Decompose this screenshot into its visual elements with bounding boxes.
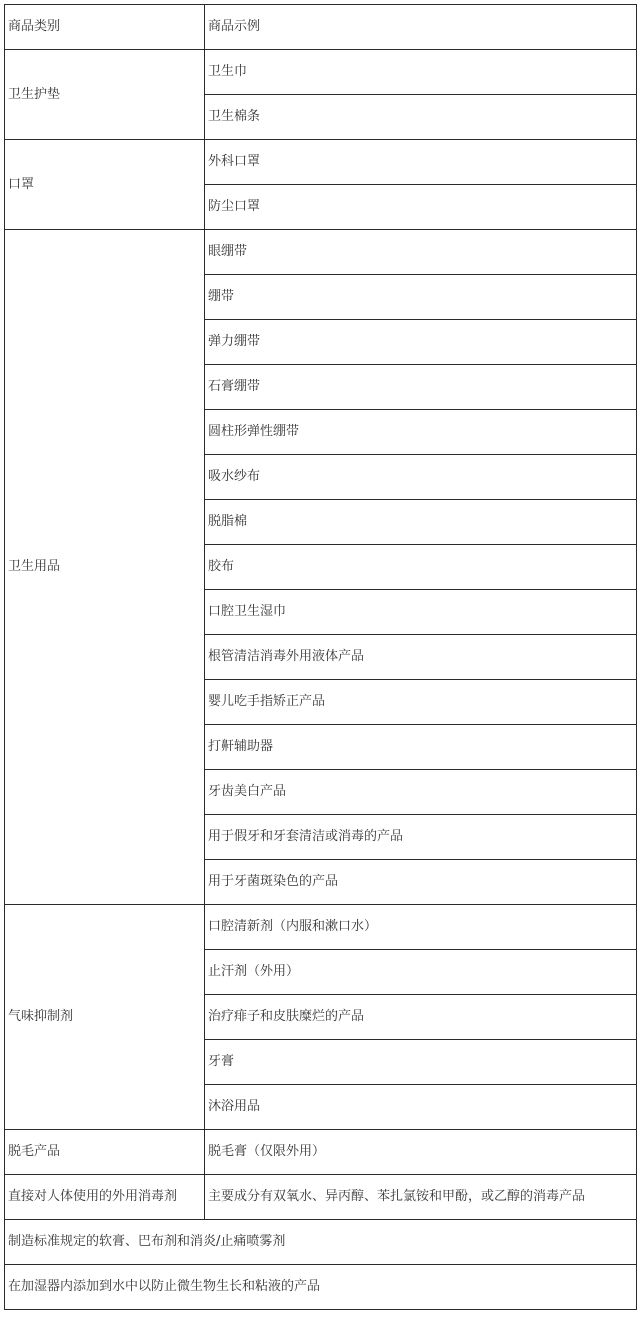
example-cell: 用于牙菌斑染色的产品 (205, 860, 637, 905)
header-examples-cell: 商品示例 (205, 5, 637, 50)
example-cell: 石膏绷带 (205, 365, 637, 410)
goods-table (4, 4, 637, 1310)
example-cell: 眼绷带 (205, 230, 637, 275)
example-cell: 弹力绷带 (205, 320, 637, 365)
example-cell: 打鼾辅助器 (205, 725, 637, 770)
example-cell: 卫生棉条 (205, 95, 637, 140)
example-cell: 止汗剂（外用） (205, 950, 637, 995)
example-cell: 婴儿吃手指矫正产品 (205, 680, 637, 725)
example-cell: 吸水纱布 (205, 455, 637, 500)
example-cell: 绷带 (205, 275, 637, 320)
example-cell: 牙膏 (205, 1040, 637, 1085)
header-category-cell: 商品类别 (5, 5, 205, 50)
category-cell: 卫生用品 (5, 230, 205, 905)
category-cell: 卫生护垫 (5, 50, 205, 140)
example-cell: 脱毛膏（仅限外用） (205, 1130, 637, 1175)
example-cell: 防尘口罩 (205, 185, 637, 230)
table-row (5, 1175, 637, 1220)
example-cell: 脱脂棉 (205, 500, 637, 545)
example-cell: 口腔清新剂（内服和漱口水） (205, 905, 637, 950)
full-width-cell: 制造标准规定的软膏、巴布剂和消炎/止痛喷雾剂 (5, 1220, 637, 1265)
table-row (5, 230, 637, 275)
example-cell: 卫生巾 (205, 50, 637, 95)
table-row (5, 50, 637, 95)
example-cell: 口腔卫生湿巾 (205, 590, 637, 635)
example-cell: 沐浴用品 (205, 1085, 637, 1130)
category-cell: 口罩 (5, 140, 205, 230)
example-cell: 根管清洁消毒外用液体产品 (205, 635, 637, 680)
example-cell: 用于假牙和牙套清洁或消毒的产品 (205, 815, 637, 860)
table-row (5, 1130, 637, 1175)
category-cell: 脱毛产品 (5, 1130, 205, 1175)
category-cell: 直接对人体使用的外用消毒剂 (5, 1175, 205, 1220)
full-width-row (5, 1265, 637, 1310)
category-cell: 气味抑制剂 (5, 905, 205, 1130)
example-cell: 胶布 (205, 545, 637, 590)
table-row (5, 140, 637, 185)
goods-table-body (5, 5, 637, 1310)
example-cell: 外科口罩 (205, 140, 637, 185)
example-cell: 圆柱形弹性绷带 (205, 410, 637, 455)
full-width-cell: 在加湿器内添加到水中以防止微生物生长和粘液的产品 (5, 1265, 637, 1310)
header-row (5, 5, 637, 50)
example-cell: 治疗痱子和皮肤糜烂的产品 (205, 995, 637, 1040)
full-width-row (5, 1220, 637, 1265)
example-cell: 牙齿美白产品 (205, 770, 637, 815)
table-row (5, 905, 637, 950)
example-cell: 主要成分有双氧水、异丙醇、苯扎氯铵和甲酚，或乙醇的消毒产品 (205, 1175, 637, 1220)
